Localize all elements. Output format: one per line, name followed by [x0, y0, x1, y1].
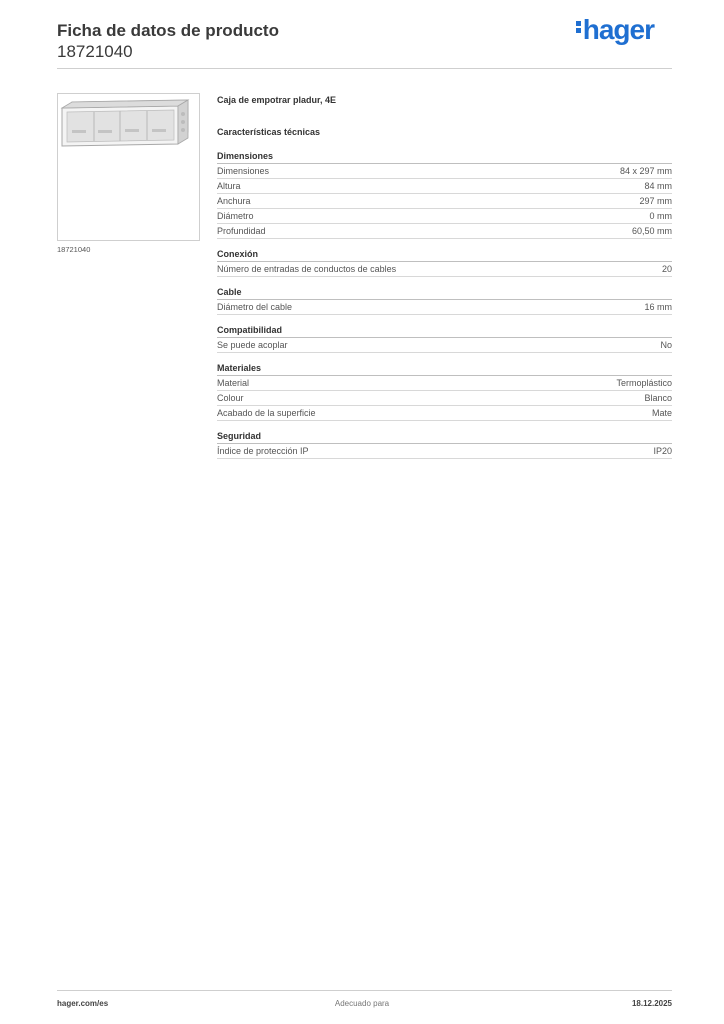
spec-row: [217, 209, 672, 224]
spec-value: 84 x 297 mm: [619, 166, 672, 176]
spec-section-title: Seguridad: [217, 431, 672, 444]
spec-label: Material: [217, 378, 250, 388]
spec-label: Acabado de la superficie: [217, 408, 316, 418]
spec-label: Anchura: [217, 196, 251, 206]
spec-value: 84 mm: [644, 181, 672, 191]
spec-label: Altura: [217, 181, 241, 191]
product-image: [57, 93, 200, 241]
spec-label: Profundidad: [217, 226, 266, 236]
spec-section-title: Cable: [217, 287, 672, 300]
spec-label: Dimensiones: [217, 166, 270, 176]
logo-text: hager: [582, 14, 654, 45]
footer-center-text: Adecuado para: [334, 999, 390, 1008]
product-name: Caja de empotrar pladur, 4E: [217, 95, 337, 105]
spec-value: 60,50 mm: [631, 226, 672, 236]
spec-section-title: Conexión: [217, 249, 672, 262]
spec-value: 20: [661, 264, 672, 274]
spec-row: [217, 376, 672, 391]
image-caption: 18721040: [57, 245, 91, 254]
spec-value: 297 mm: [639, 196, 672, 206]
flush-mount-box-icon: [58, 94, 199, 240]
spec-label: Se puede acoplar: [217, 340, 288, 350]
spec-row: [217, 262, 672, 277]
footer-divider: [57, 990, 672, 991]
spec-label: Colour: [217, 393, 244, 403]
document-header: [57, 20, 279, 62]
spec-value: 16 mm: [644, 302, 672, 312]
spec-section-title: Materiales: [217, 363, 672, 376]
hager-logo: [576, 14, 654, 46]
footer-date: 18.12.2025: [631, 999, 672, 1008]
spec-row: [217, 338, 672, 353]
product-details: [217, 95, 672, 459]
spec-section-title: Compatibilidad: [217, 325, 672, 338]
spec-label: Índice de protección IP: [217, 446, 309, 456]
spec-label: Diámetro del cable: [217, 302, 293, 312]
technical-characteristics-heading: Características técnicas: [217, 127, 321, 137]
spec-row: [217, 194, 672, 209]
product-number: 18721040: [57, 42, 133, 61]
footer-website-link[interactable]: hager.com/es: [57, 999, 109, 1008]
header-divider: [57, 68, 672, 69]
spec-value: IP20: [653, 446, 672, 456]
spec-value: Blanco: [644, 393, 672, 403]
spec-value: Termoplástico: [616, 378, 672, 388]
spec-value: 0 mm: [649, 211, 672, 221]
spec-row: [217, 164, 672, 179]
spec-label: Diámetro: [217, 211, 254, 221]
spec-row: [217, 444, 672, 459]
spec-value: No: [660, 340, 672, 350]
spec-row: [217, 179, 672, 194]
spec-value: Mate: [651, 408, 672, 418]
logo-dots-icon: [576, 19, 582, 35]
spec-row: [217, 406, 672, 421]
spec-label: Número de entradas de conductos de cables: [217, 264, 397, 274]
spec-row: [217, 224, 672, 239]
spec-section-title: Dimensiones: [217, 151, 672, 164]
document-title: Ficha de datos de producto: [57, 21, 279, 40]
spec-row: [217, 391, 672, 406]
spec-sections: [217, 151, 672, 459]
spec-row: [217, 300, 672, 315]
